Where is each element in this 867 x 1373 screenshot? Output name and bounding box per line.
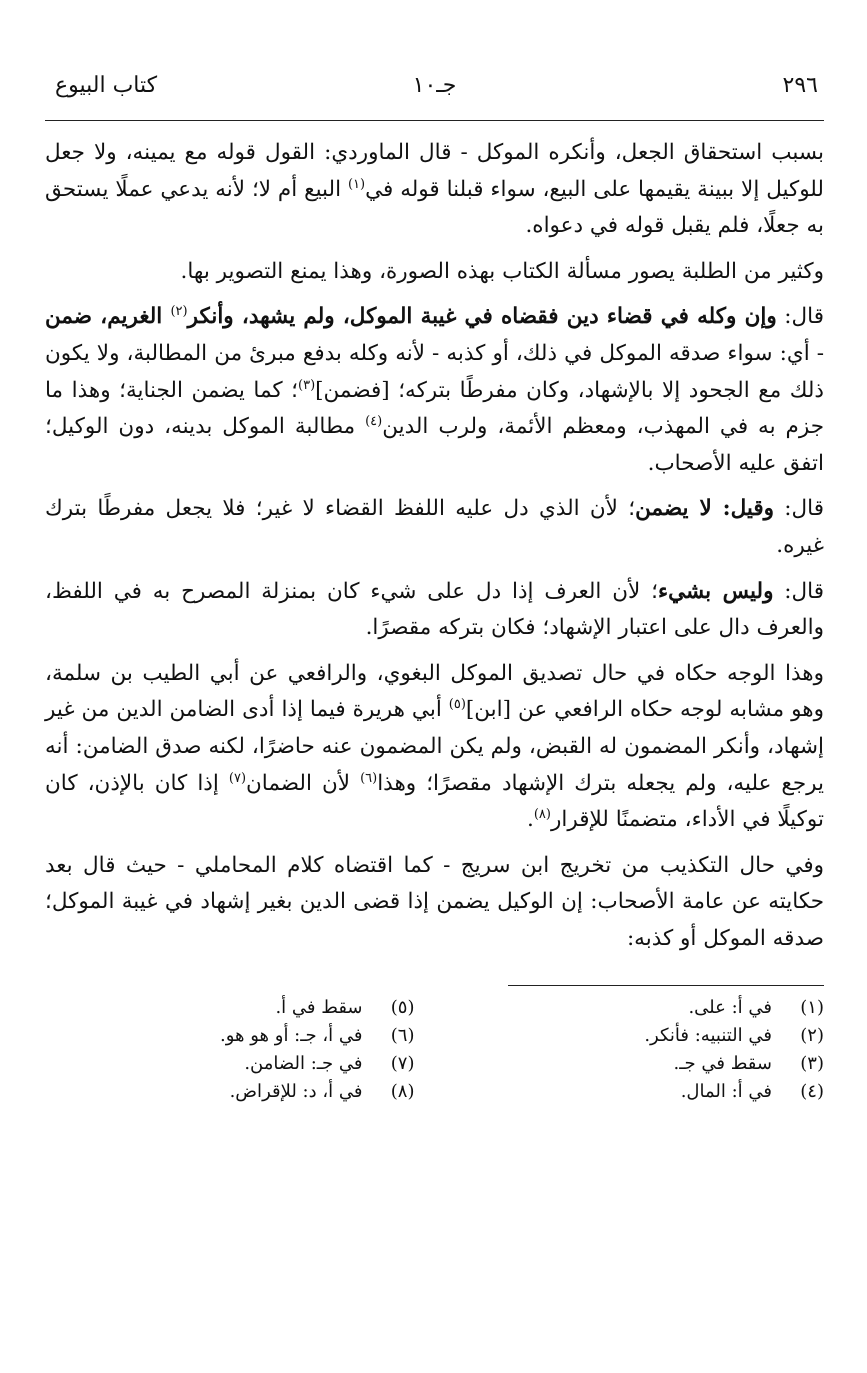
footnote [45, 1078, 415, 1106]
text-run: . [527, 807, 534, 833]
bold-matn-text: وإن وكله في قضاء دين فقضاه في غيبة الموكل، ولم يشهد، وأنكر [187, 304, 777, 330]
footnote-text: سقط في أ. [275, 997, 363, 1019]
footnote [455, 1050, 825, 1078]
text-run: ؛ كما يضمن الجناية؛ وهذا ما جزم به في المهذب، ومعظم الأئمة، ولرب الدين [45, 377, 824, 440]
footnote-ref: (٣) [298, 377, 316, 393]
text-run: قال: [776, 304, 825, 330]
footnote-text: في جـ: الضامن. [244, 1053, 363, 1075]
paragraph [45, 574, 824, 647]
footnote-number: (٨) [390, 1081, 415, 1103]
text-run: وهذا الوجه حكاه في حال تصديق الموكل البغوي، والرافعي عن أبي الطيب بن سلمة، وهو مشابه لوجه حكاه الرافعي عن [ابن] [45, 660, 824, 723]
footnote-ref: (٨) [533, 806, 551, 822]
text-run: لأن الضمان [246, 770, 361, 796]
footnote [45, 1022, 415, 1050]
footnote [45, 1050, 415, 1078]
volume-label: جـ١٠ [412, 73, 457, 98]
text-run: - أي: سواء صدقه الموكل في ذلك، أو كذبه - لأنه وكله بدفع مبرئ من المطالبة، ولا يكون ذلك مع الجحود إلا بالإشهاد، وكان مفرطًا بتركه؛ [فضمن] [45, 340, 824, 403]
text-run: إذا كان بالإذن، كان توكيلًا في الأداء، متضمنًا للإقرار [45, 770, 824, 833]
text-run: مطالبة الموكل بدينه، دون الوكيل؛ اتفق عليه الأصحاب. [45, 414, 824, 476]
paragraph [45, 656, 824, 839]
main-text [45, 135, 824, 957]
text-run: قال: [774, 496, 824, 522]
text-run: بسبب استحقاق الجعل، وأنكره الموكل - قال الماوردي: القول قوله مع يمينه، ولا جعل للوكيل إلا ببينة يقيمها على البيع، سواء قبلنا قوله في [45, 140, 824, 202]
footnote-number: (١) [800, 997, 824, 1019]
footnote [455, 1022, 825, 1050]
bold-matn-text: الغريم، ضمن [45, 304, 171, 330]
footnote-text: سقط في جـ. [673, 1053, 772, 1075]
bold-matn-text: وليس بشيء [657, 578, 774, 604]
footnote-text: في أ: المال. [680, 1081, 772, 1103]
footnotes [45, 994, 824, 1106]
bold-matn-text: وقيل: لا يضمن [635, 496, 775, 522]
paragraph [45, 491, 824, 564]
footnote-number: (٤) [800, 1081, 824, 1103]
footnote-text: في التنبيه: فأنكر. [644, 1025, 772, 1047]
text-run: البيع أم لا؛ لأنه يدعي عملًا يستحق به جعلًا، فلم يقبل قوله في دعواه. [45, 176, 824, 239]
text-run: وكثير من الطلبة يصور مسألة الكتاب بهذه الصورة، وهذا يمنع التصوير بها. [180, 258, 824, 284]
running-header [45, 64, 824, 108]
footnote-number: (٧) [390, 1053, 415, 1075]
paragraph [45, 135, 824, 245]
paragraph [45, 254, 824, 291]
paragraph [45, 848, 824, 958]
footnote-ref: (٥) [448, 697, 466, 713]
footnote-number: (٢) [800, 1025, 824, 1047]
footnote [45, 994, 415, 1022]
footnote-ref: (٦) [360, 770, 378, 786]
footnote-text: في أ، جـ: أو هو هو. [220, 1025, 363, 1047]
footnote [455, 994, 825, 1022]
footnote-ref: (٢) [170, 304, 188, 320]
text-run: أبي هريرة فيما إذا أدى الضامن الدين من غير إشهاد، وأنكر المضمون له القبض، ولم يكن المضمون عنه حاضرًا، لكنه صدق الضامن: أنه يرجع عليه، ولم يجعله بترك الإشهاد مقصرًا؛ وهذا [45, 697, 824, 796]
text-run: ؛ لأن العرف إذا دل على شيء كان بمنزلة المصرح به في اللفظ، والعرف دال على اعتبار الإشهاد؛ فكان بتركه مقصرًا. [45, 578, 824, 641]
footnote-number: (٦) [390, 1025, 415, 1047]
text-run: قال: [773, 578, 824, 604]
footnote-text: في أ، د: للإقراض. [229, 1081, 363, 1103]
footnote-ref: (٧) [228, 770, 247, 786]
footnote-number: (٣) [800, 1053, 824, 1075]
book-title: كتاب البيوع [55, 73, 158, 98]
text-run: ؛ لأن الذي دل عليه اللفظ القضاء لا غير؛ فلا يجعل مفرطًا بترك غيره. [45, 496, 824, 558]
text-run: وفي حال التكذيب من تخريج ابن سريج - كما اقتضاه كلام المحاملي - حيث قال بعد حكايته عن عامة الأصحاب: إن الوكيل يضمن إذا قضى الدين بغير إشهاد في غيبة الموكل؛ صدقه الموكل أو كذبه: [45, 852, 824, 951]
footnote-text: في أ: على. [688, 997, 772, 1019]
header-rule [45, 120, 824, 121]
page-number: ٢٩٦ [782, 73, 818, 98]
footnote-number: (٥) [390, 997, 415, 1019]
footnote [455, 1078, 825, 1106]
paragraph [45, 299, 824, 482]
footnote-ref: (١) [347, 176, 366, 192]
footnote-separator [508, 985, 824, 986]
footnote-ref: (٤) [365, 414, 383, 429]
